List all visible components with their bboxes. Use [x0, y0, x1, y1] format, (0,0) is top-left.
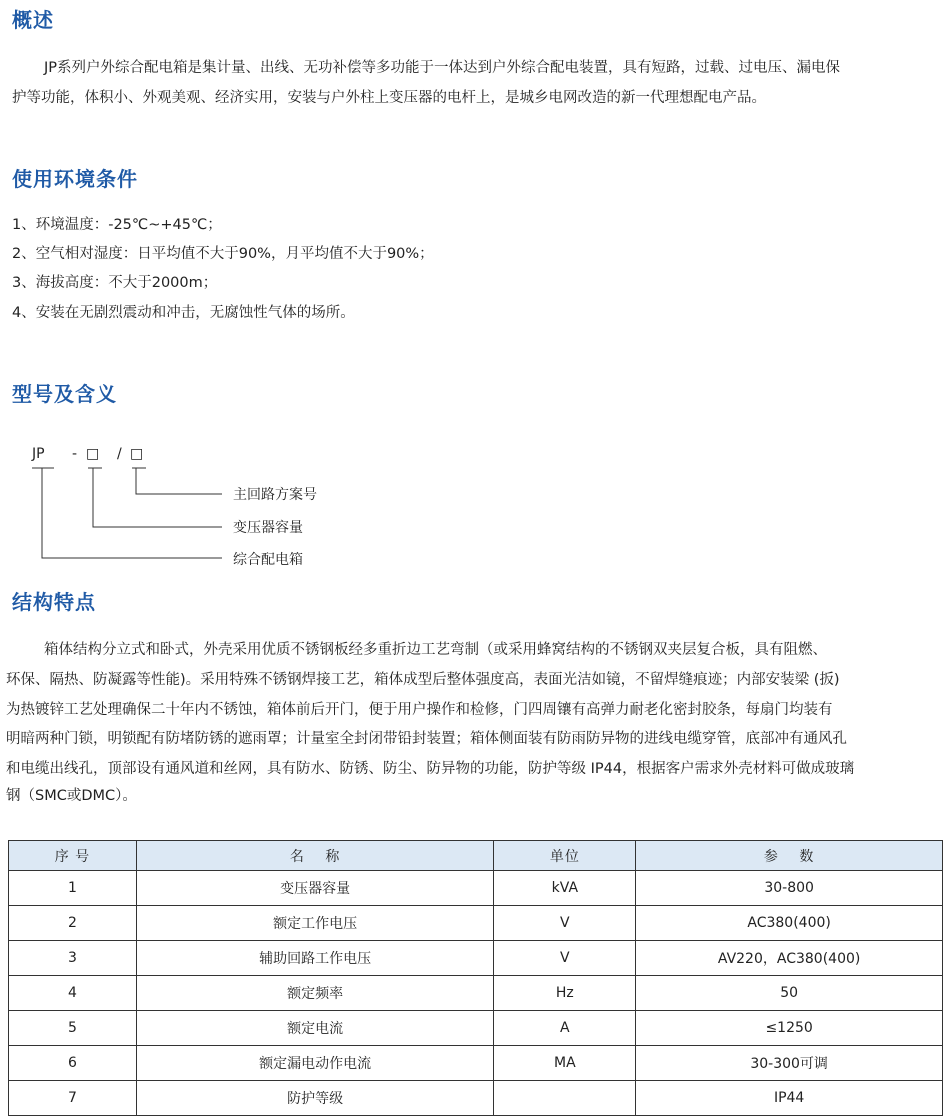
bracket-capacity [93, 468, 222, 527]
cell-no: 1 [9, 871, 137, 906]
cell-name: 辅助回路工作电压 [136, 941, 494, 976]
label-cabinet: 综合配电箱 [233, 552, 303, 568]
cell-no: 4 [9, 976, 137, 1011]
cell-no: 5 [9, 1011, 137, 1046]
structure-line-1: 箱体结构分立式和卧式，外壳采用优质不锈钢板经多重折边工艺弯制（或采用蜂窝结构的不锈钢双夹层复合板，具有阻燃、 [44, 642, 827, 658]
model-prefix: JP [32, 446, 45, 462]
section-title-model: 型号及含义 [12, 382, 117, 406]
model-box-scheme: □ [130, 446, 144, 462]
cell-param: ≤1250 [636, 1011, 943, 1046]
cell-no: 3 [9, 941, 137, 976]
model-box-capacity: □ [86, 446, 100, 462]
cell-unit: MA [494, 1046, 636, 1081]
cell-no: 6 [9, 1046, 137, 1081]
structure-line-3: 为热镀锌工艺处理确保二十年内不锈蚀，箱体前后开门，便于用户操作和检修，门四周镶有高弹力耐老化密封胶条，每扇门均装有 [6, 702, 833, 718]
cell-name: 额定漏电动作电流 [136, 1046, 494, 1081]
cell-param: 30-300可调 [636, 1046, 943, 1081]
model-code-diagram [0, 430, 400, 580]
header-name: 名 称 [136, 841, 494, 871]
table-row [9, 1081, 943, 1116]
table-row [9, 1011, 943, 1046]
header-param: 参 数 [636, 841, 943, 871]
overview-line-1: JP系列户外综合配电箱是集计量、出线、无功补偿等多功能于一体达到户外综合配电装置，具有短路，过载、过电压、漏电保 [44, 60, 841, 76]
cell-unit: A [494, 1011, 636, 1046]
header-no: 序 号 [9, 841, 137, 871]
cell-name: 变压器容量 [136, 871, 494, 906]
cell-param: AV220，AC380(400) [636, 941, 943, 976]
cell-unit: Hz [494, 976, 636, 1011]
model-dash: - [72, 446, 78, 462]
environment-item-2: 2、空气相对湿度：日平均值不大于90%，月平均值不大于90%； [12, 246, 434, 262]
cell-param: 50 [636, 976, 943, 1011]
cell-no: 7 [9, 1081, 137, 1116]
section-title-environment: 使用环境条件 [12, 167, 138, 191]
bracket-prefix [42, 468, 222, 558]
cell-name: 额定频率 [136, 976, 494, 1011]
structure-line-5: 和电缆出线孔，顶部设有通风道和丝网，具有防水、防锈、防尘、防异物的功能，防护等级 IP44，根据客户需求外壳材料可做成玻璃 [6, 761, 855, 777]
structure-line-6: 钢（SMC或DMC）。 [6, 788, 137, 804]
cell-name: 额定电流 [136, 1011, 494, 1046]
table-row [9, 976, 943, 1011]
cell-param: 30-800 [636, 871, 943, 906]
environment-item-3: 3、海拔高度：不大于2000m； [12, 275, 218, 291]
bracket-scheme [136, 468, 222, 494]
table-row [9, 941, 943, 976]
table-header-row [9, 841, 943, 871]
table-row [9, 906, 943, 941]
cell-unit: kVA [494, 871, 636, 906]
table-row [9, 1046, 943, 1081]
cell-param: AC380(400) [636, 906, 943, 941]
cell-name: 防护等级 [136, 1081, 494, 1116]
label-capacity: 变压器容量 [233, 520, 303, 536]
cell-unit [494, 1081, 636, 1116]
cell-unit: V [494, 906, 636, 941]
parameter-table [8, 840, 943, 1116]
table-row [9, 871, 943, 906]
label-scheme: 主回路方案号 [233, 487, 317, 503]
model-slash: / [117, 446, 122, 462]
cell-param: IP44 [636, 1081, 943, 1116]
environment-item-4: 4、安装在无剧烈震动和冲击，无腐蚀性气体的场所。 [12, 305, 355, 321]
structure-line-2: 环保、隔热、防凝露等性能)。采用特殊不锈钢焊接工艺，箱体成型后整体强度高，表面光洁如镜，不留焊缝痕迹；内部安装梁 (扳) [6, 672, 840, 688]
environment-item-1: 1、环境温度：-25℃~+45℃； [12, 217, 222, 233]
cell-name: 额定工作电压 [136, 906, 494, 941]
overview-line-2: 护等功能，体积小、外观美观、经济实用，安装与户外柱上变压器的电杆上，是城乡电网改造的新一代理想配电产品。 [12, 90, 766, 106]
section-title-overview: 概述 [12, 8, 54, 32]
cell-no: 2 [9, 906, 137, 941]
structure-line-4: 明暗两种门锁，明锁配有防堵防锈的遮雨罩；计量室全封闭带铅封装置；箱体侧面装有防雨防异物的进线电缆穿管，底部冲有通风孔 [6, 731, 847, 747]
header-unit: 单位 [494, 841, 636, 871]
cell-unit: V [494, 941, 636, 976]
section-title-structure: 结构特点 [12, 590, 96, 614]
